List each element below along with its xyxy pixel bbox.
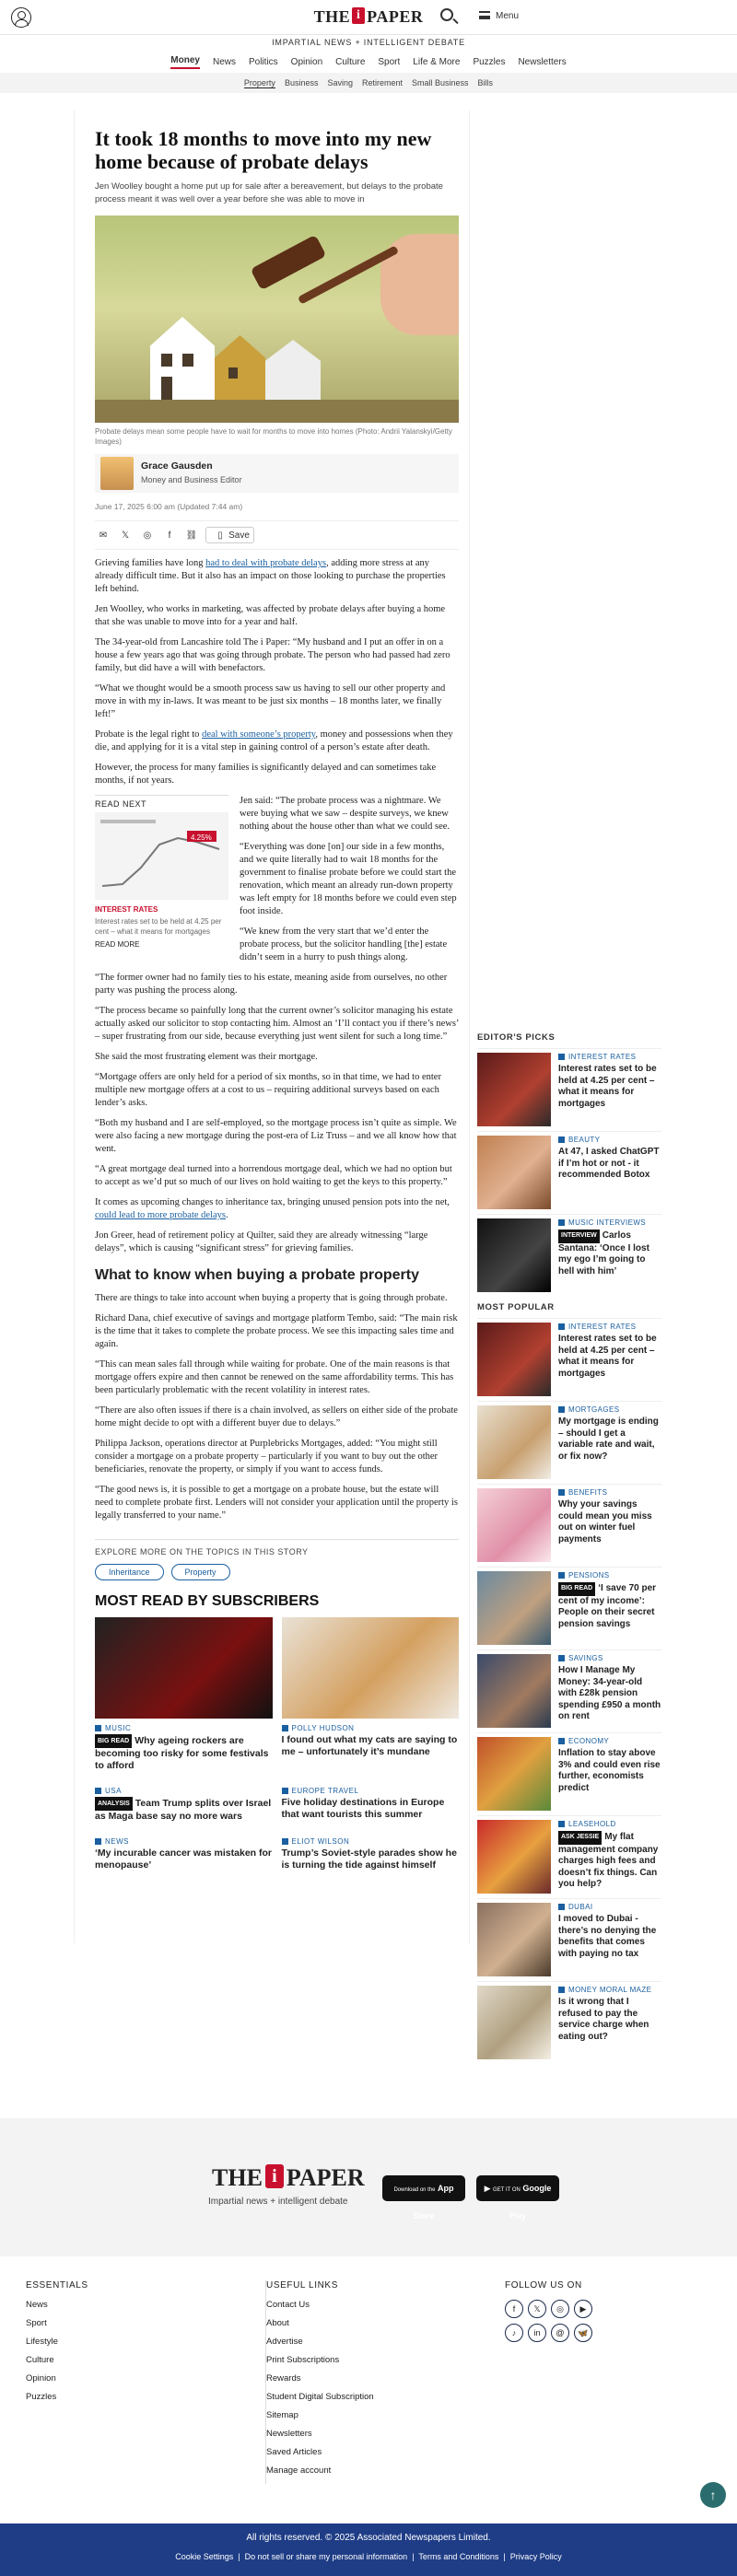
read-next-card[interactable] [95,795,228,949]
nav-puzzles[interactable]: Puzzles [473,56,506,67]
nav-opinion[interactable]: Opinion [290,56,323,67]
hamburger-icon [479,11,490,19]
share-bar [95,520,459,550]
tag-inheritance[interactable]: Inheritance [95,1564,164,1580]
bookmark-icon: ▯ [217,530,223,541]
nav-newsletters[interactable]: Newsletters [518,56,567,67]
nav-politics[interactable]: Politics [248,56,278,67]
paragraph: However, the process for many families is significantly delayed and can sometimes take months, if not years. [95,763,437,786]
footer-link[interactable]: Rewards [266,2373,301,2384]
paragraph: “The process became so painfully long that the current owner’s solicitor managing his estate actually asked our solicitor to stop contacting him. Almost an ‘I’ll contact you if there’s news’ – super frustrating from our side, because everything just went silent for such a long time.” [95,1006,459,1042]
paragraph: “This can mean sales fall through while waiting for probate. One of the main reasons is that mortgage offers expire and then cannot be renewed on the same affordability terms. This has been particularly problematic with the recent volatility in interest rates. [95,1359,454,1395]
arrow-up-icon: ↑ [709,2488,717,2502]
most-popular-title: MOST POPULAR [477,1302,555,1312]
most-read-title: MOST READ BY SUBSCRIBERS [95,1593,320,1609]
back-to-top-button[interactable] [700,2482,726,2508]
inline-link[interactable]: could lead to more probate delays [95,1210,226,1220]
author-box [95,454,459,493]
article-body [95,557,459,1522]
most-popular-item[interactable]: DUBAI I moved to Dubai - there’s no denying the benefits that comes with paying no tax [477,1898,661,1981]
threads-icon[interactable]: @ [551,2324,569,2342]
most-popular-item[interactable]: PENSIONS BIG READ ‘I save 70 per cent of my income’: People on their secret pension savings [477,1567,661,1649]
most-popular-item[interactable]: LEASEHOLD ASK JESSIE My flat management company charges high fees and doesn’t fix things. Can you help? [477,1815,661,1898]
save-label: Save [228,530,250,541]
footer-link[interactable]: Lifestyle [26,2337,58,2347]
paragraph: “There are also often issues if there is a chain involved, as sellers on either side of the probate home might decide to opt with a different buyer due to delays.” [95,1405,458,1428]
site-tagline: IMPARTIAL NEWS + INTELLIGENT DEBATE [272,38,465,47]
bluesky-icon[interactable]: 🦋 [574,2324,592,2342]
footer-link[interactable]: Print Subscriptions [266,2355,340,2365]
follow-column [505,2280,592,2348]
save-button[interactable] [205,527,254,543]
footer-link[interactable]: Culture [26,2355,54,2365]
author-role: Money and Business Editor [141,475,242,484]
essentials-column [26,2280,88,2410]
footer-link[interactable]: Student Digital Subscription [266,2392,374,2402]
editors-pick-item[interactable]: INTEREST RATES Interest rates set to be held at 4.25 per cent – what it means for mortgages [477,1048,661,1131]
paragraph: “The former owner had no family ties to his estate, meaning aside from ourselves, no other party was pushing the process along. [95,973,448,996]
footer-link[interactable]: Advertise [266,2337,303,2347]
card-badge: BIG READ [95,1734,132,1748]
most-popular-item[interactable]: BENEFITS Why your savings could mean you miss out on winter fuel payments [477,1484,661,1567]
nav-news[interactable]: News [212,56,236,67]
paragraph: She said the most frustrating element was their mortgage. [95,1052,318,1062]
footer-link[interactable]: Sport [26,2318,47,2328]
footer-bar [0,2524,737,2576]
footer-link[interactable]: Saved Articles [266,2447,322,2457]
most-popular-item[interactable]: INTEREST RATES Interest rates set to be held at 4.25 per cent – what it means for mortgages [477,1318,661,1401]
paragraph: The 34-year-old from Lancashire told The i Paper: “My husband and I put an offer in on a house a few years ago that was going through probate. The person who had passed had zero family, but did have a will with benefactors. [95,637,450,673]
publish-date: June 17, 2025 6:00 am (Updated 7:44 am) [95,502,243,511]
read-next-category: INTEREST RATES [95,905,158,914]
footer-tagline: Impartial news + intelligent debate [208,2197,348,2207]
most-popular-item[interactable]: SAVINGS How I Manage My Money: 34-year-old with £28k pension spending £950 a month on rent [477,1649,661,1732]
subnav-bills[interactable]: Bills [477,78,494,87]
terms-link[interactable]: Terms and Conditions [418,2552,499,2561]
main-nav [0,51,737,73]
app-store-button[interactable]: Download on the App Store [382,2175,465,2201]
footer-links [0,2256,737,2524]
privacy-link[interactable]: Privacy Policy [509,2552,562,2561]
instagram-icon[interactable]: ◎ [551,2300,569,2318]
footer-link[interactable]: Newsletters [266,2429,312,2439]
paragraph: “What we thought would be a smooth process saw us having to sell our other property and move in with my in-laws. It was meant to be just six months – 18 months later, we finally left!” [95,683,446,719]
card-badge: ASK JESSIE [558,1831,602,1845]
nav-culture[interactable]: Culture [335,56,366,67]
card-badge: BIG READ [558,1582,595,1596]
nav-money[interactable]: Money [170,55,200,69]
most-read-grid [95,1617,459,1871]
footer-logo[interactable]: THE i PAPER [212,2164,365,2191]
paragraph: Jon Greer, head of retirement policy at Quilter, said they are already witnessing “large delays”, which is causing “significant stress” for grieving families. [95,1230,428,1253]
paragraph: Jen Woolley, who works in marketing, was affected by probate delays after buying a home that she was unable to move into for a year and half. [95,604,446,627]
whatsapp-share-icon[interactable]: ◎ [143,530,152,541]
most-read-card[interactable]: USA ANALYSIS Team Trump splits over Israel as Maga base say no more wars [95,1787,272,1822]
facebook-icon[interactable]: f [505,2300,523,2318]
most-popular-item[interactable]: MONEY MORAL MAZE Is it wrong that I refused to pay the service charge when eating out? [477,1981,661,2064]
inline-link[interactable]: had to deal with probate delays [205,558,327,568]
paragraph: “Mortgage offers are only held for a period of six months, so in that time, we had to enter multiple new mortgage offers at a cost to us – requiring additional surveys based on each lender’s asks. [95,1072,441,1108]
explore-topics-heading: EXPLORE MORE ON THE TOPICS IN THIS STORY [95,1539,459,1556]
subnav-small-business[interactable]: Small Business [412,78,469,87]
read-next-title[interactable]: Interest rates set to be held at 4.25 per cent – what it means for mortgages [95,917,222,936]
footer-link[interactable]: Sitemap [266,2410,298,2420]
email-share-icon[interactable]: ✉ [99,530,108,541]
sidebar [477,1027,661,2064]
sub-nav [0,73,737,93]
footer-brand [0,2118,737,2256]
subnav-property[interactable]: Property [243,77,275,87]
x-share-icon[interactable]: 𝕏 [121,530,130,541]
paragraph: Probate is the legal right to deal with someone’s property, money and possessions when they die, and applying for it is a vital step in gaining control of a person’s estate after death. [95,729,453,752]
site-logo[interactable]: THE i PAPER [313,7,424,26]
play-icon: ▶ [484,2184,494,2193]
most-read-card[interactable]: EUROPE TRAVEL Five holiday destinations in Europe that want tourists this summer [282,1781,460,1823]
youtube-icon[interactable]: ▶ [574,2300,592,2318]
most-popular-item[interactable]: ECONOMY Inflation to stay above 3% and could even rise further, economists predict [477,1732,661,1815]
copyright: All rights reserved. © 2025 Associated Newspapers Limited. [246,2533,491,2543]
paragraph: “Everything was done [on] our side in a few months, and we quite literally had to wait 18 months for the government to finalise probate before we could start the renovation, which meant an already run-down property was left empty for 18 months before we could even step foot inside. [240,842,457,916]
card-badge: ANALYSIS [95,1797,133,1811]
rates-chart-thumbnail [95,812,228,900]
footer-link[interactable]: Opinion [26,2373,56,2384]
paragraph: “A great mortgage deal turned into a horrendous mortgage deal, which we had no option but to accept as we’d put so much of our lives on hold waiting to get the keys to this property.” [95,1164,452,1187]
legal-links: Cookie Settings | Do not sell or share my personal information | Terms and Conditions | Privacy Policy [175,2552,562,2561]
read-next-label: READ NEXT [95,799,147,809]
useful-links-column [265,2280,374,2484]
inline-link[interactable]: deal with someone’s property [202,729,316,740]
paragraph: Philippa Jackson, operations director at Purplebricks Mortgages, added: “You might still consider a mortgage on a probate property – particularly if you want to buy out the other beneficiaries, renovate the property, or simply if you want to access funds. [95,1439,439,1474]
paragraph: “We knew from the very start that we’d enter the probate process, but the solicitor handling [the] estate didn’t seem in a hurry to push things along. [240,927,448,962]
subnav-business[interactable]: Business [284,78,319,87]
subnav-saving[interactable]: Saving [327,78,353,87]
hero-image [95,216,459,423]
footer-link[interactable]: Manage account [266,2465,332,2476]
article [95,127,459,1871]
tag-property[interactable]: Property [171,1564,230,1580]
most-popular-item[interactable]: MORTGAGES My mortgage is ending – should I get a variable rate and wait, or fix now? [477,1401,661,1484]
section-heading: What to know when buying a probate property [95,1267,420,1283]
nav-sport[interactable]: Sport [378,56,401,67]
menu-button[interactable]: Menu [479,11,519,21]
author-avatar[interactable] [100,457,134,490]
essentials-title: ESSENTIALS [26,2280,88,2290]
editors-pick-item[interactable]: BEAUTY At 47, I asked ChatGPT if I’m hot or not - it recommended Botox [477,1131,661,1214]
author-name[interactable]: Grace Gausden [141,460,213,472]
read-next-image [95,812,228,900]
most-read-card[interactable]: ELIOT WILSON Trump’s Soviet-style parades show he is turning the tide against himself [282,1832,460,1871]
cookie-settings-link[interactable]: Cookie Settings [175,2552,234,2561]
footer-link[interactable]: Puzzles [26,2392,57,2402]
subnav-retirement[interactable]: Retirement [362,78,404,87]
do-not-sell-link[interactable]: Do not sell or share my personal information [244,2552,408,2561]
most-read-card[interactable]: NEWS ‘My incurable cancer was mistaken for menopause’ [95,1837,272,1871]
article-standfirst: Jen Woolley bought a home put up for sale after a bereavement, but delays to the probate process meant it was well over a year before she was able to move in [95,181,443,204]
most-read-card[interactable]: POLLY HUDSON I found out what my cats are saying to me – unfortunately it’s mundane [282,1617,460,1772]
paragraph: Jen said: “The probate process was a nightmare. We were buying what we saw – despite surveys, we knew nothing about the house other than what we could see. [240,796,450,832]
paragraph: There are things to take into account when buying a property that is going through probate. [95,1293,448,1303]
useful-links-title: USEFUL LINKS [266,2280,338,2290]
google-play-button[interactable]: ▶ GET IT ON Google Play [476,2175,559,2201]
footer-link[interactable]: About [266,2318,289,2328]
search-icon[interactable] [440,8,453,21]
tiktok-icon[interactable]: ♪ [505,2324,523,2342]
x-icon[interactable]: 𝕏 [528,2300,546,2318]
paragraph: It comes as upcoming changes to inheritance tax, bringing unused pension pots into the net, could lead to more probate delays. [95,1197,450,1220]
follow-title: FOLLOW US ON [505,2280,582,2290]
facebook-share-icon[interactable]: f [168,530,171,541]
site-header [0,0,737,35]
footer-link[interactable]: News [26,2300,48,2310]
image-caption: Probate delays mean some people have to wait for months to move into homes (Photo: Andrii Yalanskyi/Getty Images) [95,427,452,446]
card-badge: INTERVIEW [558,1230,600,1243]
editors-pick-item[interactable]: MUSIC INTERVIEWS INTERVIEW Carlos Santana: ‘Once I lost my ego I’m going to hell with him’ [477,1214,661,1297]
read-more-link[interactable]: READ MORE [95,940,140,949]
paragraph: Grieving families have long had to deal with probate delays, adding more stress at any already difficult time. But it also has an impact on those looking to purchase the properties left behind. [95,558,446,594]
paragraph: “The good news is, it is possible to get a mortgage on a probate house, but the estate will need to complete probate first. Lenders will not consider your application until the property is legally transferred to your name.” [95,1485,458,1521]
nav-life-more[interactable]: Life & More [413,56,461,67]
most-read-card[interactable]: MUSIC BIG READ Why ageing rockers are becoming too risky for some festivals to afford [95,1617,273,1772]
chart-thumbnail-label: 4.25% [191,833,212,842]
copy-link-icon[interactable]: ⛓ [185,530,198,541]
topic-tags [95,1564,459,1580]
footer-link[interactable]: Contact Us [266,2300,310,2310]
linkedin-icon[interactable]: in [528,2324,546,2342]
paragraph: “Both my husband and I are self-employed, so the mortgage process isn’t quite as simple. We were also facing a new mortgage during the post-era of Liz Truss – and we all know how that went. [95,1118,457,1154]
paragraph: Richard Dana, chief executive of savings and mortgage platform Tembo, said: “The main risk is the time that it takes to complete the probate process. We see this impacting sales time and again. [95,1313,458,1349]
article-title: It took 18 months to move into my new home because of probate delays [95,127,432,173]
editors-picks-title: EDITOR'S PICKS [477,1032,556,1043]
